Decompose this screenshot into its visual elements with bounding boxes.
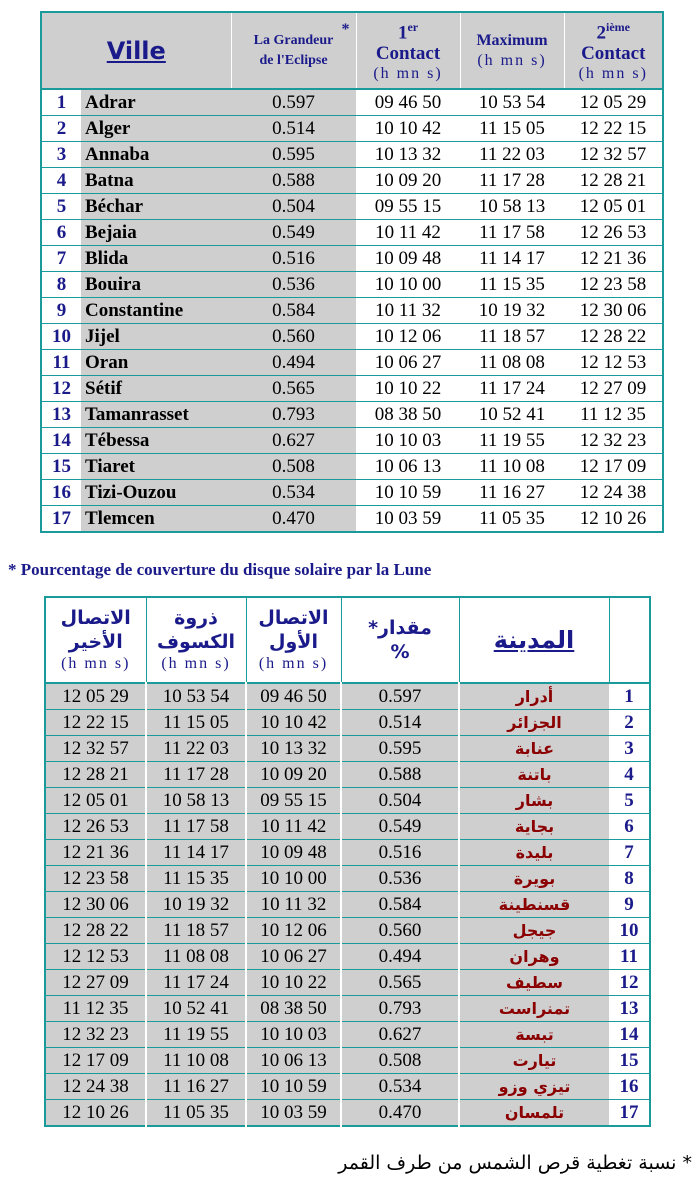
maximum-time: 10 58 13 <box>460 194 564 220</box>
first-contact-time: 10 03 59 <box>356 506 460 533</box>
row-number: 2 <box>41 116 81 142</box>
first-contact-time: 10 06 27 <box>356 350 460 376</box>
peak-time: 11 10 08 <box>146 1048 246 1074</box>
row-number: 5 <box>41 194 81 220</box>
city-name: باتنة <box>459 762 609 788</box>
first-contact-time: 10 11 42 <box>246 814 341 840</box>
second-contact-time: 12 05 29 <box>564 89 663 116</box>
last-contact-time: 12 24 38 <box>45 1074 146 1100</box>
second-contact-time: 12 26 53 <box>564 220 663 246</box>
peak-time: 11 15 35 <box>146 866 246 892</box>
first-contact-time: 10 06 13 <box>356 454 460 480</box>
row-number: 13 <box>609 996 650 1022</box>
row-number: 14 <box>41 428 81 454</box>
row-number: 4 <box>609 762 650 788</box>
row-number: 6 <box>41 220 81 246</box>
header-second-contact-sup: ième <box>606 19 630 34</box>
maximum-time: 10 53 54 <box>460 89 564 116</box>
eclipse-magnitude: 0.597 <box>231 89 356 116</box>
eclipse-magnitude: 0.584 <box>341 892 459 918</box>
eclipse-magnitude: 0.534 <box>231 480 356 506</box>
last-contact-time: 12 05 29 <box>45 683 146 710</box>
maximum-time: 11 16 27 <box>460 480 564 506</box>
city-name: Tlemcen <box>81 506 231 533</box>
maximum-time: 11 18 57 <box>460 324 564 350</box>
last-contact-time: 12 30 06 <box>45 892 146 918</box>
table-row <box>41 376 663 402</box>
footnote-french: * Pourcentage de couverture du disque solaire par la Lune <box>8 560 432 579</box>
eclipse-table-french <box>40 11 664 533</box>
row-number: 17 <box>41 506 81 533</box>
last-contact-time: 12 21 36 <box>45 840 146 866</box>
maximum-time: 11 17 24 <box>460 376 564 402</box>
second-contact-time: 12 23 58 <box>564 272 663 298</box>
first-contact-time: 09 46 50 <box>356 89 460 116</box>
city-name: Batna <box>81 168 231 194</box>
eclipse-magnitude: 0.793 <box>341 996 459 1022</box>
maximum-time: 10 19 32 <box>460 298 564 324</box>
header-number <box>609 597 650 683</box>
city-name: عنابة <box>459 736 609 762</box>
row-number: 12 <box>41 376 81 402</box>
header-ville <box>41 12 231 89</box>
maximum-time: 11 17 28 <box>460 168 564 194</box>
peak-time: 11 17 58 <box>146 814 246 840</box>
row-number: 2 <box>609 710 650 736</box>
table-row <box>41 246 663 272</box>
table-row <box>45 814 650 840</box>
header-last-contact-line1: الاتصال <box>60 607 131 629</box>
row-number: 15 <box>609 1048 650 1074</box>
first-contact-time: 10 09 48 <box>356 246 460 272</box>
city-name: Tiaret <box>81 454 231 480</box>
city-name: Sétif <box>81 376 231 402</box>
city-name: Blida <box>81 246 231 272</box>
row-number: 11 <box>609 944 650 970</box>
header-first-contact-label: Contact <box>375 43 441 65</box>
row-number: 15 <box>41 454 81 480</box>
table-row <box>41 454 663 480</box>
maximum-time: 11 14 17 <box>460 246 564 272</box>
last-contact-time: 12 23 58 <box>45 866 146 892</box>
row-number: 5 <box>609 788 650 814</box>
table-row <box>45 840 650 866</box>
header-last-contact-line2: الأخير <box>68 631 123 653</box>
header-unit: (h mn s) <box>61 655 131 672</box>
city-name: تيارت <box>459 1048 609 1074</box>
eclipse-magnitude: 0.560 <box>341 918 459 944</box>
table-row <box>41 428 663 454</box>
header-peak-line2: الكسوف <box>156 631 235 653</box>
eclipse-magnitude: 0.504 <box>341 788 459 814</box>
row-number: 4 <box>41 168 81 194</box>
city-name: بويرة <box>459 866 609 892</box>
first-contact-time: 10 11 32 <box>246 892 341 918</box>
header-grandeur-line1: La Grandeur <box>253 32 334 48</box>
city-name: Jijel <box>81 324 231 350</box>
header-magnitude-line2: % <box>390 641 410 663</box>
first-contact-time: 10 10 00 <box>246 866 341 892</box>
eclipse-magnitude: 0.565 <box>231 376 356 402</box>
table-row <box>41 480 663 506</box>
header-grandeur <box>231 12 356 89</box>
table-row <box>45 1048 650 1074</box>
city-name: أدرار <box>459 683 609 710</box>
city-name: قسنطينة <box>459 892 609 918</box>
first-contact-time: 10 13 32 <box>246 736 341 762</box>
table-row <box>41 272 663 298</box>
last-contact-time: 12 12 53 <box>45 944 146 970</box>
header-unit: (h mn s) <box>258 655 329 672</box>
eclipse-magnitude: 0.508 <box>341 1048 459 1074</box>
header-magnitude <box>341 597 459 683</box>
row-number: 9 <box>609 892 650 918</box>
second-contact-time: 12 10 26 <box>564 506 663 533</box>
table-row <box>41 298 663 324</box>
first-contact-time: 10 10 22 <box>356 376 460 402</box>
second-contact-time: 12 32 57 <box>564 142 663 168</box>
row-number: 1 <box>41 89 81 116</box>
header-unit: (h mn s) <box>161 655 231 672</box>
header-second-contact-label: Contact <box>581 43 646 65</box>
city-name: بجاية <box>459 814 609 840</box>
first-contact-time: 10 10 42 <box>246 710 341 736</box>
city-name: وهران <box>459 944 609 970</box>
city-name: Tébessa <box>81 428 231 454</box>
table-row <box>41 506 663 533</box>
table-row <box>45 892 650 918</box>
city-name: Constantine <box>81 298 231 324</box>
row-number: 3 <box>41 142 81 168</box>
peak-time: 11 19 55 <box>146 1022 246 1048</box>
table-row <box>41 194 663 220</box>
table-row <box>45 683 650 710</box>
row-number: 1 <box>609 683 650 710</box>
city-name: Béchar <box>81 194 231 220</box>
first-contact-time: 10 12 06 <box>246 918 341 944</box>
second-contact-time: 12 28 21 <box>564 168 663 194</box>
first-contact-time: 10 09 48 <box>246 840 341 866</box>
city-name: Tizi-Ouzou <box>81 480 231 506</box>
last-contact-time: 12 27 09 <box>45 970 146 996</box>
table-row <box>45 996 650 1022</box>
header-second-contact <box>564 12 663 89</box>
row-number: 6 <box>609 814 650 840</box>
first-contact-time: 10 11 42 <box>356 220 460 246</box>
first-contact-time: 09 55 15 <box>356 194 460 220</box>
first-contact-time: 10 09 20 <box>246 762 341 788</box>
second-contact-time: 12 32 23 <box>564 428 663 454</box>
header-first-contact-line1: الاتصال <box>258 607 329 629</box>
row-number: 13 <box>41 402 81 428</box>
second-contact-time: 12 27 09 <box>564 376 663 402</box>
peak-time: 10 58 13 <box>146 788 246 814</box>
eclipse-magnitude: 0.549 <box>341 814 459 840</box>
city-name: تيزي وزو <box>459 1074 609 1100</box>
city-name: تلمسان <box>459 1100 609 1127</box>
city-name: بليدة <box>459 840 609 866</box>
eclipse-magnitude: 0.514 <box>231 116 356 142</box>
table-row <box>45 736 650 762</box>
city-name: الجزائر <box>459 710 609 736</box>
last-contact-time: 12 26 53 <box>45 814 146 840</box>
maximum-time: 11 15 05 <box>460 116 564 142</box>
second-contact-time: 12 22 15 <box>564 116 663 142</box>
table-row <box>41 168 663 194</box>
eclipse-magnitude: 0.595 <box>231 142 356 168</box>
table-header-row <box>41 12 663 89</box>
header-first-contact-num: 1 <box>397 22 408 44</box>
city-name: جيجل <box>459 918 609 944</box>
peak-time: 10 53 54 <box>146 683 246 710</box>
city-name: Adrar <box>81 89 231 116</box>
header-second-contact-num: 2 <box>596 22 607 44</box>
header-grandeur-line2: de l'Eclipse <box>259 52 328 68</box>
table-body <box>45 683 650 1126</box>
eclipse-magnitude: 0.565 <box>341 970 459 996</box>
table-row <box>45 1100 650 1127</box>
last-contact-time: 12 05 01 <box>45 788 146 814</box>
eclipse-magnitude: 0.470 <box>341 1100 459 1127</box>
first-contact-time: 10 10 03 <box>356 428 460 454</box>
eclipse-magnitude: 0.536 <box>231 272 356 298</box>
table-row <box>41 89 663 116</box>
last-contact-time: 12 28 22 <box>45 918 146 944</box>
peak-time: 11 16 27 <box>146 1074 246 1100</box>
header-city <box>459 597 609 683</box>
first-contact-time: 08 38 50 <box>356 402 460 428</box>
peak-time: 11 22 03 <box>146 736 246 762</box>
header-first-contact-sup: er <box>407 19 419 34</box>
city-name: Annaba <box>81 142 231 168</box>
city-name: Oran <box>81 350 231 376</box>
first-contact-time: 10 13 32 <box>356 142 460 168</box>
header-city-label: المدينة <box>493 626 575 654</box>
table-row <box>45 1074 650 1100</box>
eclipse-magnitude: 0.514 <box>341 710 459 736</box>
row-number: 12 <box>609 970 650 996</box>
maximum-time: 11 05 35 <box>460 506 564 533</box>
table-row <box>41 220 663 246</box>
row-number: 16 <box>41 480 81 506</box>
row-number: 11 <box>41 350 81 376</box>
second-contact-time: 12 21 36 <box>564 246 663 272</box>
last-contact-time: 12 32 57 <box>45 736 146 762</box>
eclipse-magnitude: 0.627 <box>341 1022 459 1048</box>
second-contact-time: 12 24 38 <box>564 480 663 506</box>
header-first-contact-ar <box>246 597 341 683</box>
maximum-time: 11 15 35 <box>460 272 564 298</box>
row-number: 7 <box>609 840 650 866</box>
table-row <box>45 866 650 892</box>
last-contact-time: 12 22 15 <box>45 710 146 736</box>
second-contact-time: 11 12 35 <box>564 402 663 428</box>
table-body <box>41 89 663 532</box>
table-row <box>41 350 663 376</box>
last-contact-time: 12 32 23 <box>45 1022 146 1048</box>
footnote-star: * <box>341 21 350 38</box>
footnote-star: * <box>368 617 379 639</box>
first-contact-time: 10 12 06 <box>356 324 460 350</box>
table-row <box>41 402 663 428</box>
last-contact-time: 12 10 26 <box>45 1100 146 1127</box>
eclipse-magnitude: 0.595 <box>341 736 459 762</box>
eclipse-magnitude: 0.627 <box>231 428 356 454</box>
table-row <box>45 918 650 944</box>
eclipse-magnitude: 0.504 <box>231 194 356 220</box>
peak-time: 10 52 41 <box>146 996 246 1022</box>
first-contact-time: 09 46 50 <box>246 683 341 710</box>
peak-time: 11 15 05 <box>146 710 246 736</box>
second-contact-time: 12 17 09 <box>564 454 663 480</box>
first-contact-time: 10 09 20 <box>356 168 460 194</box>
peak-time: 11 05 35 <box>146 1100 246 1127</box>
header-last-contact <box>45 597 146 683</box>
row-number: 7 <box>41 246 81 272</box>
city-name: تمنراست <box>459 996 609 1022</box>
row-number: 16 <box>609 1074 650 1100</box>
row-number: 10 <box>609 918 650 944</box>
header-peak <box>146 597 246 683</box>
city-name: سطيف <box>459 970 609 996</box>
last-contact-time: 12 17 09 <box>45 1048 146 1074</box>
first-contact-time: 09 55 15 <box>246 788 341 814</box>
footnote-arabic: * نسبة تغطية قرص الشمس من طرف القمر <box>338 1152 692 1174</box>
header-maximum <box>460 12 564 89</box>
maximum-time: 11 19 55 <box>460 428 564 454</box>
peak-time: 11 14 17 <box>146 840 246 866</box>
first-contact-time: 10 10 59 <box>246 1074 341 1100</box>
city-name: Bouira <box>81 272 231 298</box>
row-number: 9 <box>41 298 81 324</box>
eclipse-magnitude: 0.549 <box>231 220 356 246</box>
second-contact-time: 12 12 53 <box>564 350 663 376</box>
first-contact-time: 10 10 00 <box>356 272 460 298</box>
table-row <box>41 142 663 168</box>
eclipse-magnitude: 0.536 <box>341 866 459 892</box>
eclipse-magnitude: 0.494 <box>231 350 356 376</box>
header-first-contact <box>356 12 460 89</box>
first-contact-time: 10 03 59 <box>246 1100 341 1127</box>
row-number: 17 <box>609 1100 650 1127</box>
eclipse-magnitude: 0.534 <box>341 1074 459 1100</box>
header-unit: (h mn s) <box>373 65 443 83</box>
eclipse-magnitude: 0.560 <box>231 324 356 350</box>
header-peak-line1: ذروة <box>174 607 218 629</box>
row-number: 8 <box>41 272 81 298</box>
row-number: 3 <box>609 736 650 762</box>
eclipse-table-arabic <box>44 596 651 1127</box>
header-maximum-label: Maximum <box>476 31 548 49</box>
maximum-time: 11 10 08 <box>460 454 564 480</box>
city-name: بشار <box>459 788 609 814</box>
second-contact-time: 12 05 01 <box>564 194 663 220</box>
table-row <box>45 710 650 736</box>
header-magnitude-line1: مقدار <box>378 617 432 639</box>
header-first-contact-line2: الأول <box>269 631 318 653</box>
row-number: 14 <box>609 1022 650 1048</box>
header-unit: (h mn s) <box>477 51 547 69</box>
first-contact-time: 10 11 32 <box>356 298 460 324</box>
first-contact-time: 08 38 50 <box>246 996 341 1022</box>
row-number: 10 <box>41 324 81 350</box>
first-contact-time: 10 10 22 <box>246 970 341 996</box>
peak-time: 11 18 57 <box>146 918 246 944</box>
peak-time: 11 17 24 <box>146 970 246 996</box>
header-ville-label: Ville <box>106 36 166 65</box>
peak-time: 11 08 08 <box>146 944 246 970</box>
city-name: تبسة <box>459 1022 609 1048</box>
table-row <box>45 762 650 788</box>
maximum-time: 10 52 41 <box>460 402 564 428</box>
table-row <box>41 324 663 350</box>
row-number: 8 <box>609 866 650 892</box>
maximum-time: 11 17 58 <box>460 220 564 246</box>
first-contact-time: 10 10 42 <box>356 116 460 142</box>
eclipse-magnitude: 0.588 <box>341 762 459 788</box>
second-contact-time: 12 28 22 <box>564 324 663 350</box>
city-name: Alger <box>81 116 231 142</box>
maximum-time: 11 08 08 <box>460 350 564 376</box>
maximum-time: 11 22 03 <box>460 142 564 168</box>
city-name: Tamanrasset <box>81 402 231 428</box>
last-contact-time: 12 28 21 <box>45 762 146 788</box>
table-row <box>45 970 650 996</box>
eclipse-magnitude: 0.597 <box>341 683 459 710</box>
table-row <box>41 116 663 142</box>
eclipse-magnitude: 0.793 <box>231 402 356 428</box>
first-contact-time: 10 10 03 <box>246 1022 341 1048</box>
peak-time: 11 17 28 <box>146 762 246 788</box>
table-row <box>45 788 650 814</box>
eclipse-magnitude: 0.516 <box>231 246 356 272</box>
eclipse-magnitude: 0.494 <box>341 944 459 970</box>
eclipse-magnitude: 0.588 <box>231 168 356 194</box>
table-row <box>45 944 650 970</box>
city-name: Bejaia <box>81 220 231 246</box>
last-contact-time: 11 12 35 <box>45 996 146 1022</box>
eclipse-magnitude: 0.584 <box>231 298 356 324</box>
eclipse-magnitude: 0.470 <box>231 506 356 533</box>
peak-time: 10 19 32 <box>146 892 246 918</box>
first-contact-time: 10 06 13 <box>246 1048 341 1074</box>
eclipse-magnitude: 0.508 <box>231 454 356 480</box>
first-contact-time: 10 10 59 <box>356 480 460 506</box>
table-header-row <box>45 597 650 683</box>
first-contact-time: 10 06 27 <box>246 944 341 970</box>
second-contact-time: 12 30 06 <box>564 298 663 324</box>
table-row <box>45 1022 650 1048</box>
header-unit: (h mn s) <box>578 65 648 83</box>
eclipse-magnitude: 0.516 <box>341 840 459 866</box>
